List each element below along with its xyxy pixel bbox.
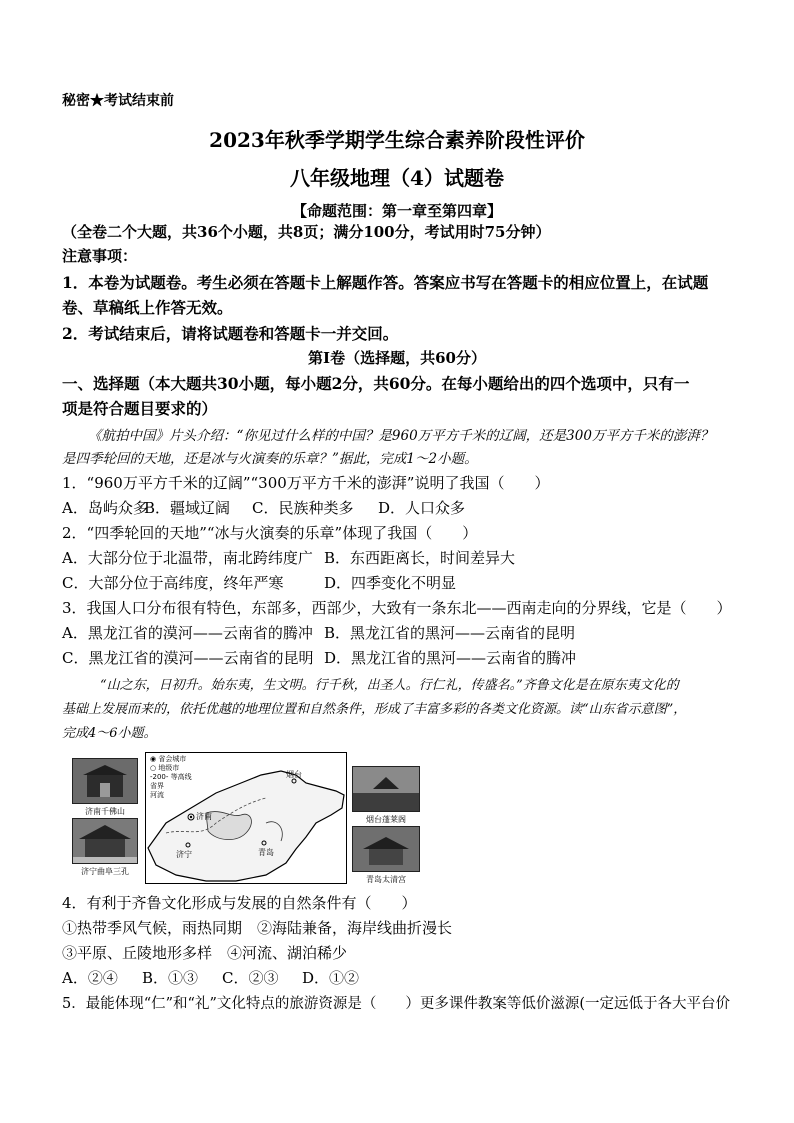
scope-line: 【命题范围：第一章至第四章】 — [291, 202, 502, 220]
note-2: 2．考试结束后，请将试题卷和答题卡一并交回。 — [62, 324, 399, 343]
legend-prefecture-city: ○ 地级市 — [150, 764, 180, 772]
shandong-map-figure — [72, 752, 422, 884]
city-label-yantai: 烟台 — [286, 770, 302, 779]
q4-option-a: A．②④ — [62, 969, 118, 987]
intro1-line-2: 是四季轮回的天地，还是冰与火演奏的乐章？”据此，完成1～2小题。 — [62, 451, 478, 467]
intro2-line-3: 完成4～6小题。 — [62, 726, 157, 741]
intro1-line-1: 《航拍中国》片头介绍：“你见过什么样的中国？是960万平方千米的辽阔，还是300万平方千米的澎湃？ — [88, 428, 714, 444]
q1-option-c: C．民族种类多 — [252, 499, 354, 517]
q4-options — [62, 967, 360, 988]
intro2-line-2: 基础上发展而来的，依托优越的地理位置和自然条件，形成了丰富多彩的各类文化资源。读“山东省示意图”， — [62, 702, 687, 717]
city-label-qingdao: 青岛 — [258, 848, 274, 857]
q2-stem: 2．“四季轮回的天地”“冰与火演奏的乐章”体现了我国（ ） — [62, 524, 478, 542]
section-instruction-line-2: 项是符合题目要求的） — [62, 399, 218, 418]
q4-statement-1: ①热带季风气候，雨热同期 ②海陆兼备，海岸线曲折漫长 — [62, 919, 453, 937]
legend-river: 河流 — [150, 791, 164, 799]
photo-caption-penglai: 烟台蓬莱阁 — [366, 815, 406, 824]
q3-option-b: B．黑龙江省的黑河——云南省的昆明 — [324, 624, 576, 642]
legend-contour: -200- 等高线 — [150, 773, 192, 781]
q2-option-c: C．大部分位于高纬度，终年严寒 — [62, 574, 284, 592]
note-1-line-2: 卷、草稿纸上作答无效。 — [62, 298, 233, 317]
gate-icon — [73, 759, 137, 803]
palace-icon — [353, 827, 419, 871]
photo-qianfoshan — [72, 758, 138, 816]
legend-provincial-capital: ◉ 省会城市 — [150, 755, 187, 763]
q3-option-c: C．黑龙江省的漠河——云南省的昆明 — [62, 649, 314, 667]
shandong-map — [145, 752, 347, 884]
q3-option-d: D．黑龙江省的黑河——云南省的腾冲 — [324, 649, 577, 667]
q3-stem: 3．我国人口分布很有特色，东部多，西部少，大致有一条东北——西南走向的分界线，它是（ ） — [62, 599, 732, 617]
notes-heading: 注意事项： — [62, 247, 138, 265]
q4-option-d: D．①② — [302, 969, 360, 987]
legend-border: 省界 — [150, 782, 164, 790]
confidential-label: 秘密★考试结束前 — [62, 93, 174, 109]
q2-option-b: B．东西距离长，时间差异大 — [324, 549, 516, 567]
q4-stem: 4．有利于齐鲁文化形成与发展的自然条件有（ ） — [62, 894, 417, 912]
city-label-jinan: 济南 — [196, 812, 212, 821]
pavilion-icon — [353, 767, 419, 811]
exam-title: 2023年秋季学期学生综合素养阶段性评价 — [209, 128, 585, 152]
intro2-line-1: “山之东，日初升。始东夷，生文明。行千秋，出圣人。行仁礼，传盛名。”齐鲁文化是在原东夷文化的 — [100, 678, 679, 693]
q4-option-b: B．①③ — [142, 969, 199, 987]
q1-options — [62, 497, 466, 518]
exam-subtitle: 八年级地理（4）试题卷 — [290, 166, 504, 190]
section-instruction-line-1: 一、选择题（本大题共30小题，每小题2分，共60分。在每小题给出的四个选项中，只有一 — [62, 374, 690, 393]
q1-option-d: D．人口众多 — [378, 499, 466, 517]
temple-icon — [73, 819, 137, 863]
q1-option-b: B．疆域辽阔 — [144, 499, 231, 517]
map-legend — [150, 755, 192, 800]
q1-option-a: A．岛屿众多 — [62, 499, 148, 517]
photo-caption-taiqing: 青岛太清宫 — [366, 875, 406, 884]
section-title: 第Ⅰ卷（选择题，共60分） — [308, 349, 486, 367]
q4-statement-2: ③平原、丘陵地形多样 ④河流、湖泊稀少 — [62, 944, 348, 962]
q2-option-d: D．四季变化不明显 — [324, 574, 457, 592]
q4-option-c: C．②③ — [222, 969, 279, 987]
photo-penglai — [352, 766, 420, 824]
q5-stem: 5．最能体现“仁”和“礼”文化特点的旅游资源是（ ）更多课件教案等低价滋源(一定远低于各大平台价 — [62, 996, 731, 1012]
photo-taiqing — [352, 826, 420, 884]
q2-option-a: A．大部分位于北温带，南北跨纬度广 — [62, 549, 313, 567]
photo-qufu — [72, 818, 138, 876]
photo-caption-qianfoshan: 济南千佛山 — [85, 807, 125, 816]
note-1-line-1: 1．本卷为试题卷。考生必须在答题卡上解题作答。答案应书写在答题卡的相应位置上，在试题 — [62, 273, 709, 292]
photo-caption-qufu: 济宁曲阜三孔 — [81, 867, 129, 876]
q1-stem: 1．“960万平方千米的辽阔”“300万平方千米的澎湃”说明了我国（ ） — [62, 474, 550, 492]
q3-option-a: A．黑龙江省的漠河——云南省的腾冲 — [62, 624, 313, 642]
city-label-jining: 济宁 — [176, 850, 192, 859]
exam-info: （全卷二个大题，共36个小题，共8页；满分100分，考试用时75分钟） — [62, 223, 551, 241]
